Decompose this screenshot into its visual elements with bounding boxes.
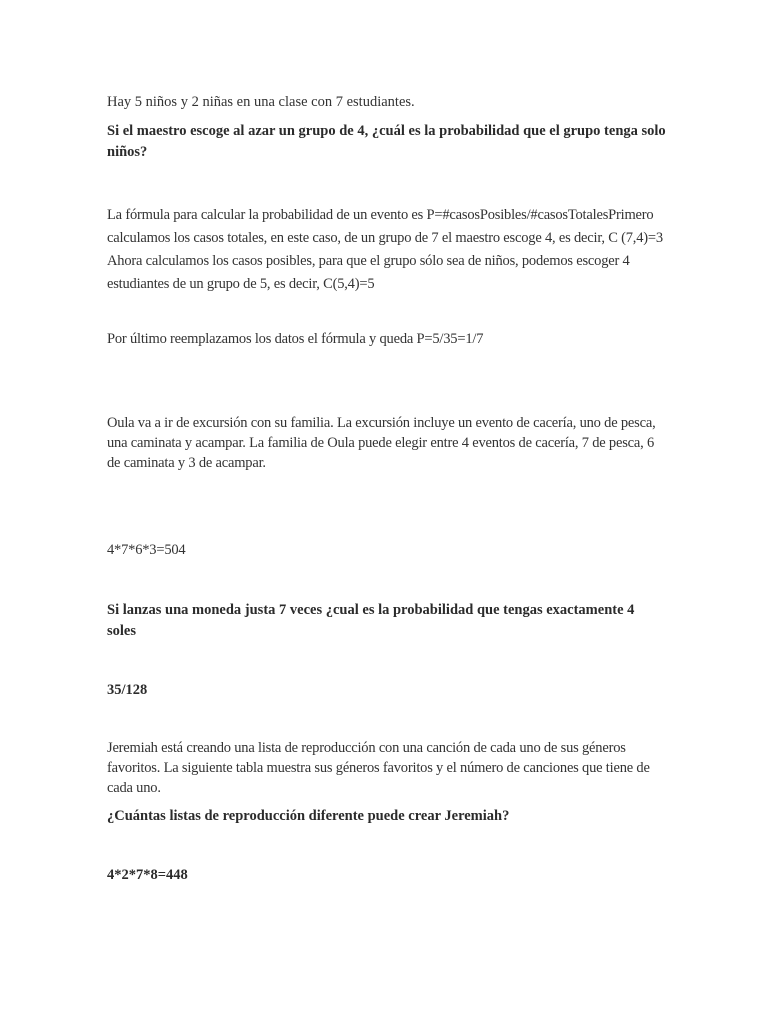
problem3-answer: 35/128: [107, 682, 148, 698]
problem2-answer: 4*7*6*3=504: [107, 542, 186, 558]
problem4-question: ¿Cuántas listas de reproducción diferente puede crear Jeremiah?: [107, 808, 510, 824]
problem1-solution: La fórmula para calcular la probabilidad de un evento es P=#casosPosibles/#casosTotalesPrimero calculamos los casos totales, en este caso, de un grupo de 7 el maestro escoge 4, es decir, C (7,4)=3 Ahora calculamos los casos posibles, para que el grupo sólo sea de niños, podemos escoger 4 estudiantes de un grupo de 5, es decir, C(5,4)=5: [107, 207, 663, 292]
problem1-question: Si el maestro escoge al azar un grupo de 4, ¿cuál es la probabilidad que el grupo tenga solo niños?: [107, 123, 666, 160]
problem2-text: Oula va a ir de excursión con su familia. La excursión incluye un evento de cacería, uno de pesca, una caminata y acampar. La familia de Oula puede elegir entre 4 eventos de cacería, 7 de pesca, 6 de caminata y 3 de acampar.: [107, 415, 656, 471]
problem1-intro: Hay 5 niños y 2 niñas en una clase con 7 estudiantes.: [107, 94, 415, 110]
problem4-text: Jeremiah está creando una lista de reproducción con una canción de cada uno de sus géneros favoritos. La siguiente tabla muestra sus géneros favoritos y el número de canciones que tiene de cada uno.: [107, 740, 650, 796]
problem3-question: Si lanzas una moneda justa 7 veces ¿cual es la probabilidad que tengas exactamente 4 soles: [107, 602, 635, 639]
problem4-answer: 4*2*7*8=448: [107, 867, 188, 883]
problem1-result: Por último reemplazamos los datos el fórmula y queda P=5/35=1/7: [107, 331, 484, 347]
